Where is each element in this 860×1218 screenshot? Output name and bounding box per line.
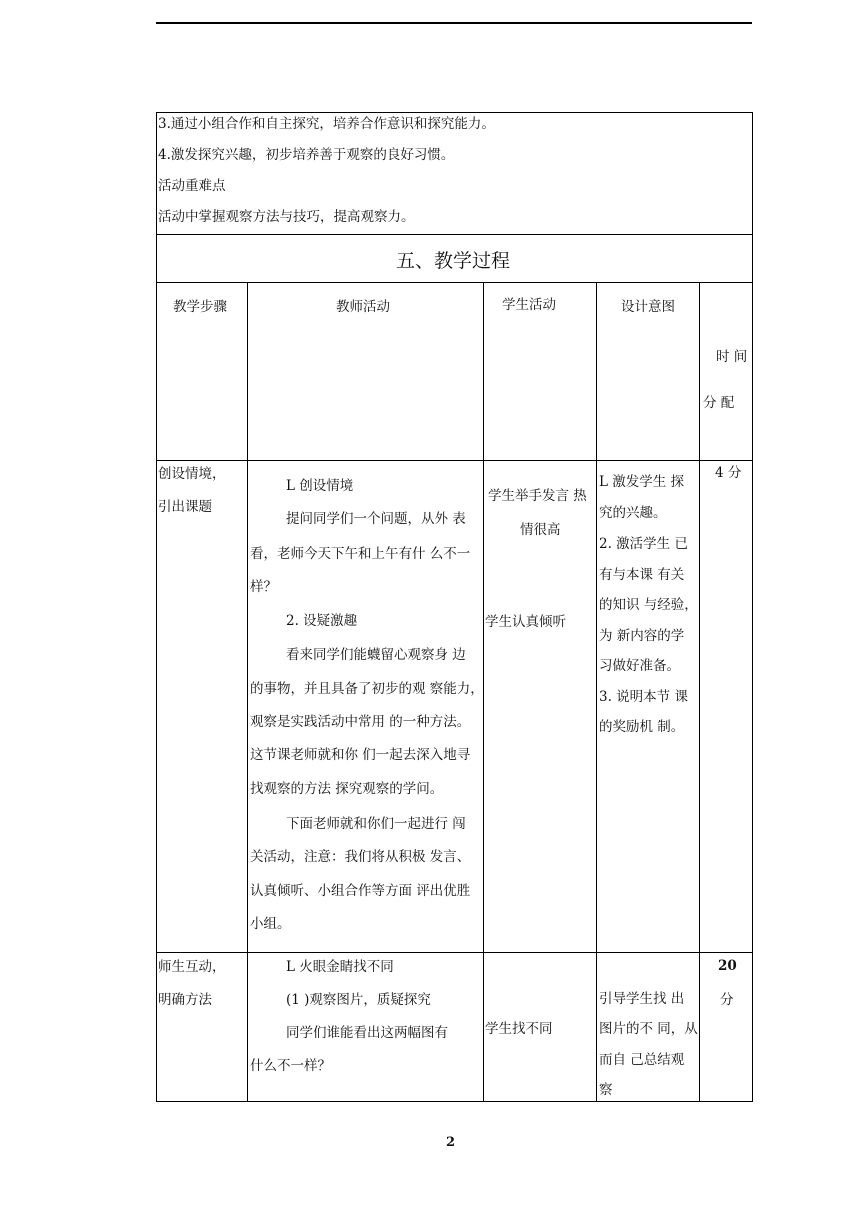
row1-intent-line: 为 新内容的学 bbox=[599, 628, 685, 644]
header-time-line1: 时 间 bbox=[716, 349, 748, 365]
row1-student-line2: 情很高 bbox=[520, 522, 561, 538]
row1-intent-line: L 激发学生 探 bbox=[599, 474, 685, 490]
row2-teacher-line: L 火眼金睛找不同 bbox=[286, 959, 394, 975]
row1-teacher-line: 这节课老师就和你 们一起去深入地寻 bbox=[250, 747, 471, 763]
col-line-3 bbox=[596, 282, 597, 1102]
key-points-text: 活动中掌握观察方法与技巧，提高观察力。 bbox=[158, 209, 415, 225]
header-intent: 设计意图 bbox=[621, 299, 675, 315]
row1-intent-line: 2. 激活学生 已 bbox=[599, 536, 688, 552]
row1-intent-line: 的奖励机 制。 bbox=[599, 719, 685, 735]
divider-header-row bbox=[156, 460, 753, 461]
row1-intent-line: 的知识 与经验， bbox=[599, 597, 698, 613]
header-student: 学生活动 bbox=[502, 297, 556, 313]
page-number: 2 bbox=[446, 1135, 456, 1150]
divider-row1 bbox=[156, 952, 753, 953]
row2-intent-line: 引导学生找 出 bbox=[599, 991, 685, 1007]
header-teacher: 教师活动 bbox=[336, 299, 390, 315]
row2-time-unit: 分 bbox=[720, 992, 734, 1008]
row1-teacher-line: 2. 设疑激趣 bbox=[286, 613, 358, 629]
row1-teacher-line: 找观察的方法 探究观察的学问。 bbox=[250, 781, 444, 797]
row2-student: 学生找不同 bbox=[485, 1021, 553, 1037]
divider-section-title bbox=[156, 282, 753, 283]
row1-step-line1: 创设情境， bbox=[158, 466, 226, 482]
row1-teacher-line: L 创设情境 bbox=[286, 478, 354, 494]
row2-teacher-line: 什么不一样？ bbox=[250, 1058, 331, 1074]
objective-4: 4.激发探究兴趣，初步培养善于观察的良好习惯。 bbox=[158, 147, 455, 163]
row2-intent-line: 图片的不 同，从 bbox=[599, 1021, 698, 1037]
row1-teacher-line: 提问同学们一个问题，从外 表 bbox=[286, 511, 466, 527]
row1-intent-line: 习做好准备。 bbox=[599, 658, 680, 674]
header-step: 教学步骤 bbox=[173, 299, 227, 315]
row2-intent-line: 而自 己总结观 bbox=[599, 1052, 685, 1068]
row1-student-line1: 学生举手发言 热 bbox=[488, 488, 587, 504]
row1-teacher-line: 看，老师今天下午和上午有什 么不一 bbox=[250, 546, 471, 562]
row1-intent-line: 3. 说明本节 课 bbox=[599, 689, 688, 705]
row1-teacher-line: 认真倾听、小组合作等方面 评出优胜 bbox=[250, 883, 471, 899]
divider-objectives bbox=[156, 234, 753, 235]
row2-teacher-line: (1 )观察图片，质疑探究 bbox=[286, 992, 431, 1008]
header-time-line2: 分 配 bbox=[703, 395, 735, 411]
row1-intent-line: 有与本课 有关 bbox=[599, 567, 685, 583]
row1-step-line2: 引出课题 bbox=[158, 499, 212, 515]
row1-teacher-line: 样？ bbox=[250, 579, 277, 595]
row2-step-line1: 师生互动， bbox=[158, 959, 226, 975]
row1-teacher-line: 看来同学们能蠛留心观察身 边 bbox=[286, 647, 466, 663]
row2-teacher-line: 同学们谁能看出这两幅图有 bbox=[286, 1025, 448, 1041]
row2-time-number: 20 bbox=[718, 958, 737, 974]
row1-time: 4 分 bbox=[715, 465, 742, 481]
row1-teacher-line: 关活动，注意：我们将从积极 发言、 bbox=[250, 849, 471, 865]
row2-step-line2: 明确方法 bbox=[158, 992, 212, 1008]
row1-teacher-line: 下面老师就和你们一起进行 闯 bbox=[286, 816, 466, 832]
col-line-4 bbox=[699, 282, 700, 1102]
row2-intent-line: 察 bbox=[599, 1082, 613, 1098]
section-title: 五、教学过程 bbox=[396, 250, 511, 272]
row1-teacher-line: 观察是实践活动中常用 的一种方法。 bbox=[250, 714, 471, 730]
row1-teacher-line: 小组。 bbox=[250, 916, 291, 932]
objective-3: 3.通过小组合作和自主探究，培养合作意识和探究能力。 bbox=[158, 116, 495, 132]
header-rule bbox=[156, 22, 752, 24]
row1-teacher-line: 的事物，并且具备了初步的观 察能力， bbox=[250, 681, 484, 697]
row1-student-line3: 学生认真倾听 bbox=[485, 614, 566, 630]
key-points-heading: 活动重难点 bbox=[158, 178, 226, 194]
row1-intent-line: 究的兴趣。 bbox=[599, 505, 667, 521]
col-line-1 bbox=[247, 282, 248, 1102]
